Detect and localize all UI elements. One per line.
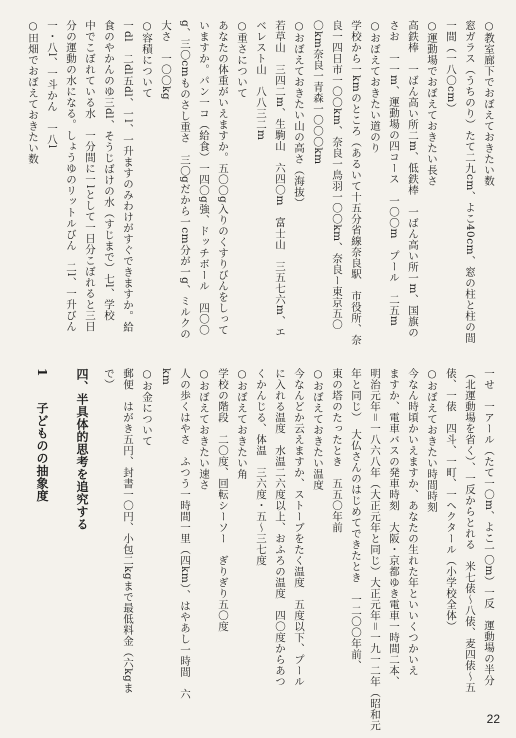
text-column: 〇km奈良一青森一〇〇〇km [312,20,324,165]
text-column: 学校の階段 二〇度、回転シーソー ぎりぎり五〇度 [217,368,229,632]
text-column: 良一四日市一〇〇km、奈良一鳥羽一〇〇km、奈良ー東京五〇 [331,20,343,330]
text-column: ○おぼえておきたい道のり [369,20,381,154]
text-column: ○おぼえておきたい温度 [312,368,324,491]
text-column: 食のやかんのゆ三dl、そうじばけの水（すじまで）七l、学校 [103,20,115,321]
text-column: ますか、電車バスの発車時刻 大阪・京都ゆき電車一時間二本、 [388,368,400,687]
text-column: 郵便 はがき五円、封書一〇円、小包二kgまで最低料金（六kgま [122,368,134,694]
text-column: 中でこぼれている水 一分間に一lとして一日分こぼれると三日 [84,20,96,332]
text-column: に入れる温度 水温二六度以上、おふろの温度 四〇度からあつ [274,368,286,687]
text-column: 高鉄棒 一ばん高い所二m、低鉄棒 一ばん高い所一m、国旗の [407,20,419,338]
subsection-title: 子どものの抽象度 [35,402,49,502]
text-column: 窓ガラス（うちのり）たて二九cm、よこ40cm、窓の柱と柱の間 [464,20,476,344]
text-column: 今なん時頃かいえますか、あなたの生れた年といいくつかいえ [407,368,419,676]
text-column: 分の運動の水になる。しょうゆのリットルびん 二l、一升びん [65,20,77,332]
text-column: 人の歩くはやさ ふつう一時間一里（四km）、はやあし一時間 六 [179,368,191,700]
text-column: くかんじる、体温 三六度・五～三七度 [255,368,267,566]
text-column: で） [103,368,115,390]
text-column: ベレスト山 八八三二m [255,20,267,141]
text-column: （北運動場を省く）、一反からとれる 米七俵～八俵、麦四俵～五 [464,368,476,693]
text-column: 学校から一kmのところ（あるいて十五分省線奈良駅 市役所、奈 [350,20,362,346]
text-column: 明治元年＝一八六八年（大正元年と同じ）大正元年＝一九一二年（昭和元 [369,368,381,731]
text-column: ○おぼえておきたい速さ [198,368,210,491]
text-column: ○容積について [141,20,153,99]
text-column: さお 一一m、運動場の四コース 一〇〇m プール 二五m [388,20,400,327]
text-column: 一・八l、一斗かん 一八l [46,20,58,149]
text-column: ○重さについて [236,20,248,99]
text-column: 俵、一俵 四斗、一町、一ヘクタール（小学校全体） [445,368,457,632]
text-column: ○運動場でおぼえておきたい長さ [426,20,438,187]
text-column: ○おぼえておきたい山の高さ（海抜） [293,20,305,209]
text-column: いますか。パン一コ（給食）一四〇g強、ドッチボール 四〇〇 [198,20,210,336]
text-column: ○おぼえておきたい時間時刻 [426,368,438,513]
page-number: 22 [486,712,500,726]
section-heading: 四、半具体的思考を追究する [75,368,89,531]
text-column: ○おぼえておきたい角 [236,368,248,480]
text-column: g、三〇cmものさし重さ 三〇gだから一cm分が一g、ミルクの [179,20,191,340]
text-column: 東の塔のたったとき 五五〇年前 [331,368,343,533]
text-column: 一間（一八〇cm） [445,20,457,114]
text-column: 大さ 一〇〇kg [160,20,172,101]
text-column: 年と同じ） 大仏さんのはじめてできたとき 一二〇〇年前、 [350,368,362,671]
subsection-number: 1 [35,368,49,377]
text-column: 一dl 二dl五dl、一l、一升ますのみわけがすぐできますか。給 [122,20,134,333]
text-column: 若草山 三四二m、生駒山 六四〇m 富士山 三五七六m、エ [274,20,286,338]
text-column: 今なんどか云えますか、ストーブをたく温度 五度以下、プール [293,368,305,687]
text-column: ○教室廊下でおぼえておきたい数 [483,20,495,187]
text-column: 一せ 一アール（たて一〇m、よこ一〇m）一反 運動場の半分 [483,368,495,686]
text-column: ○田畑でおぼえておきたい数 [27,20,39,165]
text-column: ○お金について [141,368,153,447]
text-column: あなたの体重がいえますか。五〇〇g入りのくすりびんをしって [217,20,229,336]
text-column: km [160,368,172,386]
